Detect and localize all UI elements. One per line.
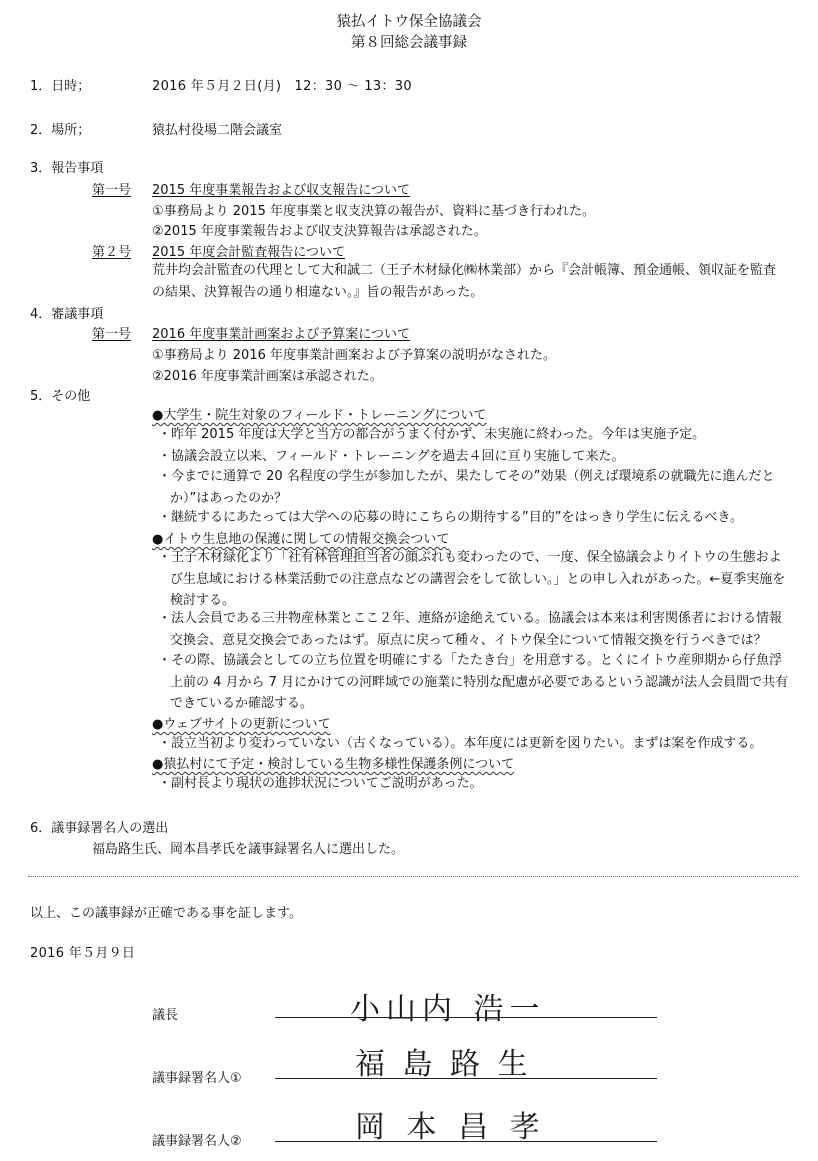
signature-role-chair: 議長: [152, 1008, 179, 1023]
deliberation-item-1-line-2: ②2016 年度事業計画案は承認された。: [152, 369, 383, 384]
report-item-1-number: 第一号: [92, 183, 132, 198]
report-item-1-title: 2015 年度事業報告および収支報告について: [152, 183, 410, 198]
meeting-place: 猿払村役場二階会議室: [152, 123, 283, 138]
topic-2-title: ●イトウ生息地の保護に関しての情報交換会ついて: [152, 532, 450, 547]
signature-chair: 小山内 浩一: [350, 992, 546, 1027]
topic-4-title: ●猿払村にて予定・検討している生物多様性保護条例について: [152, 757, 515, 772]
signature-line-signer-1: [275, 1078, 657, 1079]
report-item-1-line-1: ①事務局より 2015 年度事業と収支決算の報告が、資料に基づき行われた。: [152, 204, 596, 219]
signature-role-signer-2: 議事録署名人②: [152, 1134, 242, 1149]
section-4-label: 4．審議事項: [30, 307, 104, 322]
section-2-label: 2．場所；: [30, 123, 91, 138]
section-5-label: 5．その他: [30, 389, 91, 404]
report-item-2-number: 第２号: [92, 245, 132, 260]
report-item-2-title: 2015 年度会計監査報告について: [152, 245, 345, 260]
document-title: 猿払イトウ保全協議会: [336, 14, 482, 30]
topic-2-bullet-3: ・その際、協議会としての立ち位置を明確にする「たたき台」を用意する。とくにイトウ産卵期から仔魚浮上前の 4 月から 7 月にかけての河畔域での施業に特別な配慮が必要であるという認識が法人会員間で共有できているか確認する。: [158, 653, 789, 711]
signature-line-signer-2: [275, 1141, 657, 1142]
signature-role-signer-1: 議事録署名人①: [152, 1071, 242, 1086]
divider: [28, 876, 798, 877]
topic-4-bullet-1: ・副村長より現状の進捗状況についてご説明があった。: [158, 776, 483, 791]
section-1-label: 1．日時；: [30, 79, 91, 94]
section-6-label: 6．議事録署名人の選出: [30, 821, 169, 836]
deliberation-item-1-number: 第一号: [92, 327, 132, 342]
topic-2-bullet-1: ・王子木材緑化より「社有林管理担当者の顔ぶれも変わったので、一度、保全協議会よりイトウの生態および生息域における林業活動での注意点などの講習会をして欲しい。」との申し入れがあった。←夏季実施を検討する。: [158, 550, 786, 608]
topic-1-bullet-3: ・今までに通算で 20 名程度の学生が参加したが、果たしてその”効果（例えば環境系の就職先に進んだとか）”はあったのか？: [158, 469, 775, 506]
topic-2-bullet-2: ・法人会員である三井物産林業とここ２年、連絡が途絶えている。協議会は本来は利害関係者における情報交換会、意見交換会であったはず。原点に戻って種々、イトウ保全について情報交換を行うべきでは？: [158, 611, 783, 648]
section-6-text: 福島路生氏、岡本昌孝氏を議事録署名人に選出した。: [92, 842, 405, 857]
topic-3-title: ●ウェブサイトの更新について: [152, 717, 331, 732]
signature-line-chair: [275, 1017, 657, 1018]
topic-1-bullet-4: ・継続するにあたっては大学への応募の時にこちらの期待する”目的”をはっきり学生に伝えるべき。: [158, 510, 743, 525]
deliberation-item-1-line-1: ①事務局より 2016 年度事業計画案および予算案の説明がなされた。: [152, 348, 557, 363]
report-item-1-line-2: ②2015 年度事業報告および収支決算報告は承認された。: [152, 224, 487, 239]
certification-text: 以上、この議事録が正確である事を証します。: [30, 906, 302, 921]
topic-3-bullet-1: ・設立当初より変わっていない（古くなっている）。本年度には更新を図りたい。まずは案を作成する。: [158, 736, 763, 751]
signature-signer-1: 福 島 路 生: [355, 1047, 532, 1082]
deliberation-item-1-title: 2016 年度事業計画案および予算案について: [152, 327, 410, 342]
report-item-2-text: 荒井均会計監査の代理として大和誠二（王子木材緑化㈱林業部）から『会計帳簿、預金通帳、領収証を監査の結果、決算報告の通り相違ない。』旨の報告があった。: [152, 263, 777, 300]
topic-1-title: ●大学生・院生対象のフィールド・トレーニングについて: [152, 408, 487, 423]
meeting-datetime: 2016 年５月２日(月) 12：30 ～ 13：30: [152, 79, 412, 94]
signature-signer-2: 岡 本 昌 孝: [355, 1110, 546, 1145]
signing-date: 2016 年５月９日: [30, 946, 136, 961]
section-3-label: 3．報告事項: [30, 161, 104, 176]
topic-1-bullet-2: ・協議会設立以来、フィールド・トレーニングを過去４回に亘り実施して来た。: [158, 449, 625, 464]
topic-1-bullet-1: ・昨年 2015 年度は大学と当方の都合がうまく付かず、未実施に終わった。今年は実施予定。: [158, 427, 706, 442]
document-subtitle: 第８回総会議事録: [351, 35, 467, 51]
